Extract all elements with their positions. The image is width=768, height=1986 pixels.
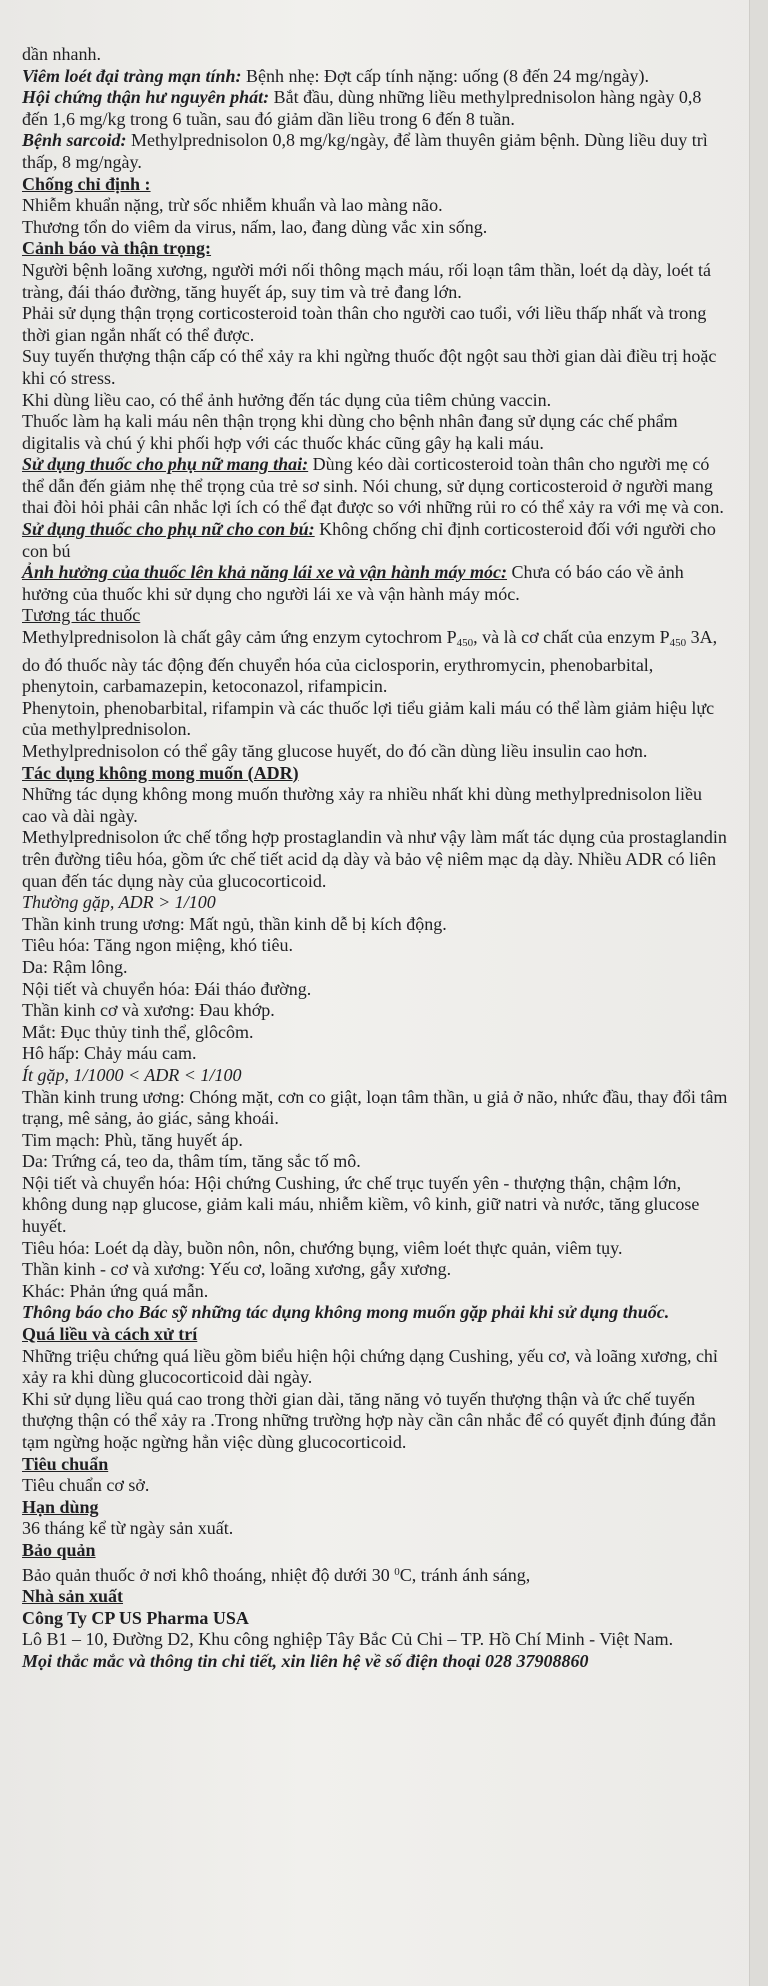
warning-item: Phải sử dụng thận trọng corticosteroid toàn thân cho người cao tuổi, với liều thấp nhất và trong thời gian ngắn nhất có thể được. [22, 303, 707, 345]
adr-common-item: Da: Rậm lông. [22, 956, 128, 977]
adr-rare-item: Thần kinh - cơ và xương: Yếu cơ, loãng xương, gẫy xương. [22, 1259, 452, 1280]
adr-common-heading: Thường gặp, ADR > 1/100 [22, 892, 216, 913]
adr-item: Những tác dụng không mong muốn thường xảy ra nhiều nhất khi dùng methylprednisolon liều cao và dài ngày. [22, 784, 702, 826]
warning-item: Người bệnh loãng xương, người mới nối thông mạch máu, rối loạn tâm thần, loét dạ dày, loét tá tràng, đái tháo đường, tăng huyết áp, suy tim và trẻ đang lớn. [22, 259, 712, 302]
lactation [22, 519, 728, 562]
warning-item: Suy tuyến thượng thận cấp có thể xảy ra khi ngừng thuốc đột ngột sau thời gian dài điều trị hoặc khi có stress. [22, 346, 717, 388]
text: Bệnh nhẹ: Đợt cấp tính nặng: uống (8 đến 24 mg/ngày). [241, 65, 649, 86]
overdose-item: Khi sử dụng liều quá cao trong thời gian dài, tăng năng vỏ tuyến thượng thận và ức chế tuyến thượng thận có thể xảy ra .Trong những trường hợp này cần cân nhắc để có quyết định đúng đắn tạm ngừng hoặc ngừng hẳn việc dùng glucocorticoid. [22, 1388, 717, 1452]
label: Hội chứng thận hư nguyên phát: [22, 87, 270, 108]
contra-item: Nhiễm khuẩn nặng, trừ sốc nhiễm khuẩn và lao màng não. [22, 195, 443, 216]
label: Sử dụng thuốc cho phụ nữ cho con bú: [22, 519, 315, 540]
manufacturer-name: Công Ty CP US Pharma USA [22, 1607, 249, 1628]
heading-expiry: Hạn dùng [22, 1496, 99, 1517]
heading-adr: Tác dụng không mong muốn (ADR) [22, 762, 299, 783]
adr-item: Methylprednisolon ức chế tổng hợp prostaglandin và như vậy làm mất tác dụng của prostaglandin trên đường tiêu hóa, gồm ức chế tiết acid dạ dày và bảo vệ niêm mạc dạ dày. Nhiều ADR có liên quan đến tác dụng này của glucocorticoid. [22, 827, 727, 891]
pregnancy [22, 454, 728, 519]
overdose-item: Những triệu chứng quá liều gồm biểu hiện hội chứng dạng Cushing, yếu cơ, và loãng xương, chỉ xảy ra khi dùng glucocorticoid dài ngày. [22, 1345, 718, 1388]
adr-common-item: Hô hấp: Chảy máu cam. [22, 1043, 197, 1064]
interaction-item [22, 627, 728, 698]
interaction-item: Phenytoin, phenobarbital, rifampin và các thuốc lợi tiểu giảm kali máu có thể làm giảm hiệu lực của methylprednisolon. [22, 697, 715, 740]
driving [22, 562, 728, 605]
text: Methylprednisolon 0,8 mg/kg/ngày, để làm thuyên giảm bệnh. Dùng liều duy trì thấp, 8 mg/ngày. [22, 130, 708, 172]
notify-doctor: Thông báo cho Bác sỹ những tác dụng không mong muốn gặp phải khi sử dụng thuốc. [22, 1302, 670, 1323]
adr-rare-item: Da: Trứng cá, teo da, thâm tím, tăng sắc tố mô. [22, 1151, 361, 1172]
interaction-item: Methylprednisolon có thể gây tăng glucose huyết, do đó cần dùng liều insulin cao hơn. [22, 741, 648, 761]
label: Bệnh sarcoid: [22, 130, 127, 151]
warning-item: Thuốc làm hạ kali máu nên thận trọng khi dùng cho bệnh nhân đang sử dụng các chế phẩm digitalis và chú ý khi phối hợp với các thuốc khác cũng gây hạ kali máu. [22, 411, 678, 453]
standard-text: Tiêu chuẩn cơ sở. [22, 1475, 150, 1496]
adr-common-item: Tiêu hóa: Tăng ngon miệng, khó tiêu. [22, 935, 293, 956]
adr-rare-item: Tim mạch: Phù, tăng huyết áp. [22, 1129, 243, 1150]
text: Chưa có báo cáo về ảnh hưởng của thuốc khi sử dụng cho người lái xe và vận hành máy móc. [22, 562, 684, 604]
storage-text [22, 1562, 728, 1587]
heading-overdose: Quá liều và cách xử trí [22, 1324, 198, 1345]
warning-item: Khi dùng liều cao, có thể ảnh hưởng đến tác dụng của tiêm chủng vaccin. [22, 389, 552, 410]
adr-rare-item: Khác: Phản ứng quá mẫn. [22, 1280, 209, 1301]
contact-line: Mọi thắc mắc và thông tin chi tiết, xin liên hệ về số điện thoại 028 37908860 [22, 1650, 589, 1671]
subscript: 450 [669, 637, 687, 650]
adr-common-item: Mắt: Đục thủy tinh thể, glôcôm. [22, 1021, 254, 1042]
heading-standard: Tiêu chuẩn [22, 1453, 109, 1474]
heading-warnings: Cảnh báo và thận trọng: [22, 238, 212, 259]
contra-item: Thương tổn do viêm da virus, nấm, lao, đang dùng vắc xin sống. [22, 216, 488, 237]
adr-common-item: Thần kinh cơ và xương: Đau khớp. [22, 1000, 275, 1021]
leaflet-body [22, 44, 728, 1673]
text: Bắt đầu, dùng những liều methylprednisolon hàng ngày 0,8 đến 1,6 mg/kg trong 6 tuần, sau đó giảm dần liều trong 6 đến 8 tuần. [22, 87, 702, 129]
label: Sử dụng thuốc cho phụ nữ mang thai: [22, 454, 309, 475]
text: Bảo quản thuốc ở nơi khô thoáng, nhiệt độ dưới 30 [22, 1564, 395, 1585]
heading-manufacturer: Nhà sản xuất [22, 1586, 124, 1607]
label: Viêm loét đại tràng mạn tính: [22, 65, 242, 86]
adr-rare-heading: Ít gặp, 1/1000 < ADR < 1/100 [22, 1064, 242, 1085]
text: 3A, do đó thuốc này tác động đến chuyển hóa của ciclosporin, erythromycin, phenobarbital, phenytoin, carbamazepin, ketoconazol, rifampicin. [22, 627, 718, 697]
adr-common-item: Thần kinh trung ương: Mất ngủ, thần kinh dễ bị kích động. [22, 913, 447, 934]
expiry-text: 36 tháng kể từ ngày sản xuất. [22, 1518, 234, 1539]
adr-common-item: Nội tiết và chuyển hóa: Đái tháo đường. [22, 978, 312, 999]
heading-storage: Bảo quản [22, 1539, 96, 1560]
page-edge [749, 0, 768, 1986]
text: , và là cơ chất của enzym P [473, 627, 670, 648]
adr-rare-item: Tiêu hóa: Loét dạ dày, buồn nôn, nôn, chướng bụng, viêm loét thực quản, viêm tụy. [22, 1237, 623, 1258]
heading-contraindications: Chống chỉ định : [22, 173, 151, 194]
text: C, tránh ánh sáng, [399, 1564, 531, 1585]
text: Dùng kéo dài corticosteroid toàn thân cho người mẹ có thể dẫn đến giảm nhẹ thể trọng của trẻ sơ sinh. Nói chung, sử dụng corticosteroid ở người mang thai đòi hỏi phải cân nhắc lợi ích có thể đạt được so với những rủi ro có thể xảy ra với mẹ và con. [22, 454, 724, 518]
heading-interactions: Tương tác thuốc [22, 605, 141, 626]
text: Methylprednisolon là chất gây cảm ứng enzym cytochrom P [22, 627, 457, 648]
adr-rare-item: Thần kinh trung ương: Chóng mặt, cơn co giật, loạn tâm thần, u giả ở não, nhức đầu, thay đổi tâm trạng, mê sảng, ảo giác, sảng khoái. [22, 1086, 728, 1129]
paragraph-continuation: dần nhanh. [22, 44, 101, 64]
subscript: 450 [456, 637, 474, 650]
dosage-ulcerative-colitis [22, 66, 728, 88]
superscript: 0 [394, 1565, 400, 1578]
adr-rare-item: Nội tiết và chuyển hóa: Hội chứng Cushing, ức chế trục tuyến yên - thượng thận, chậm lớn, không dung nạp glucose, giảm kali máu, nhiễm kiềm, vô kinh, giữ natri và nước, tăng glucose huyết. [22, 1172, 700, 1237]
label: Ảnh hưởng của thuốc lên khả năng lái xe và vận hành máy móc: [22, 562, 508, 583]
dosage-sarcoid [22, 130, 728, 173]
text: Không chống chỉ định corticosteroid đối với người cho con bú [22, 519, 716, 561]
dosage-nephrotic-syndrome [22, 87, 728, 130]
manufacturer-address: Lô B1 – 10, Đường D2, Khu công nghiệp Tây Bắc Củ Chi – TP. Hồ Chí Minh - Việt Nam. [22, 1629, 674, 1650]
